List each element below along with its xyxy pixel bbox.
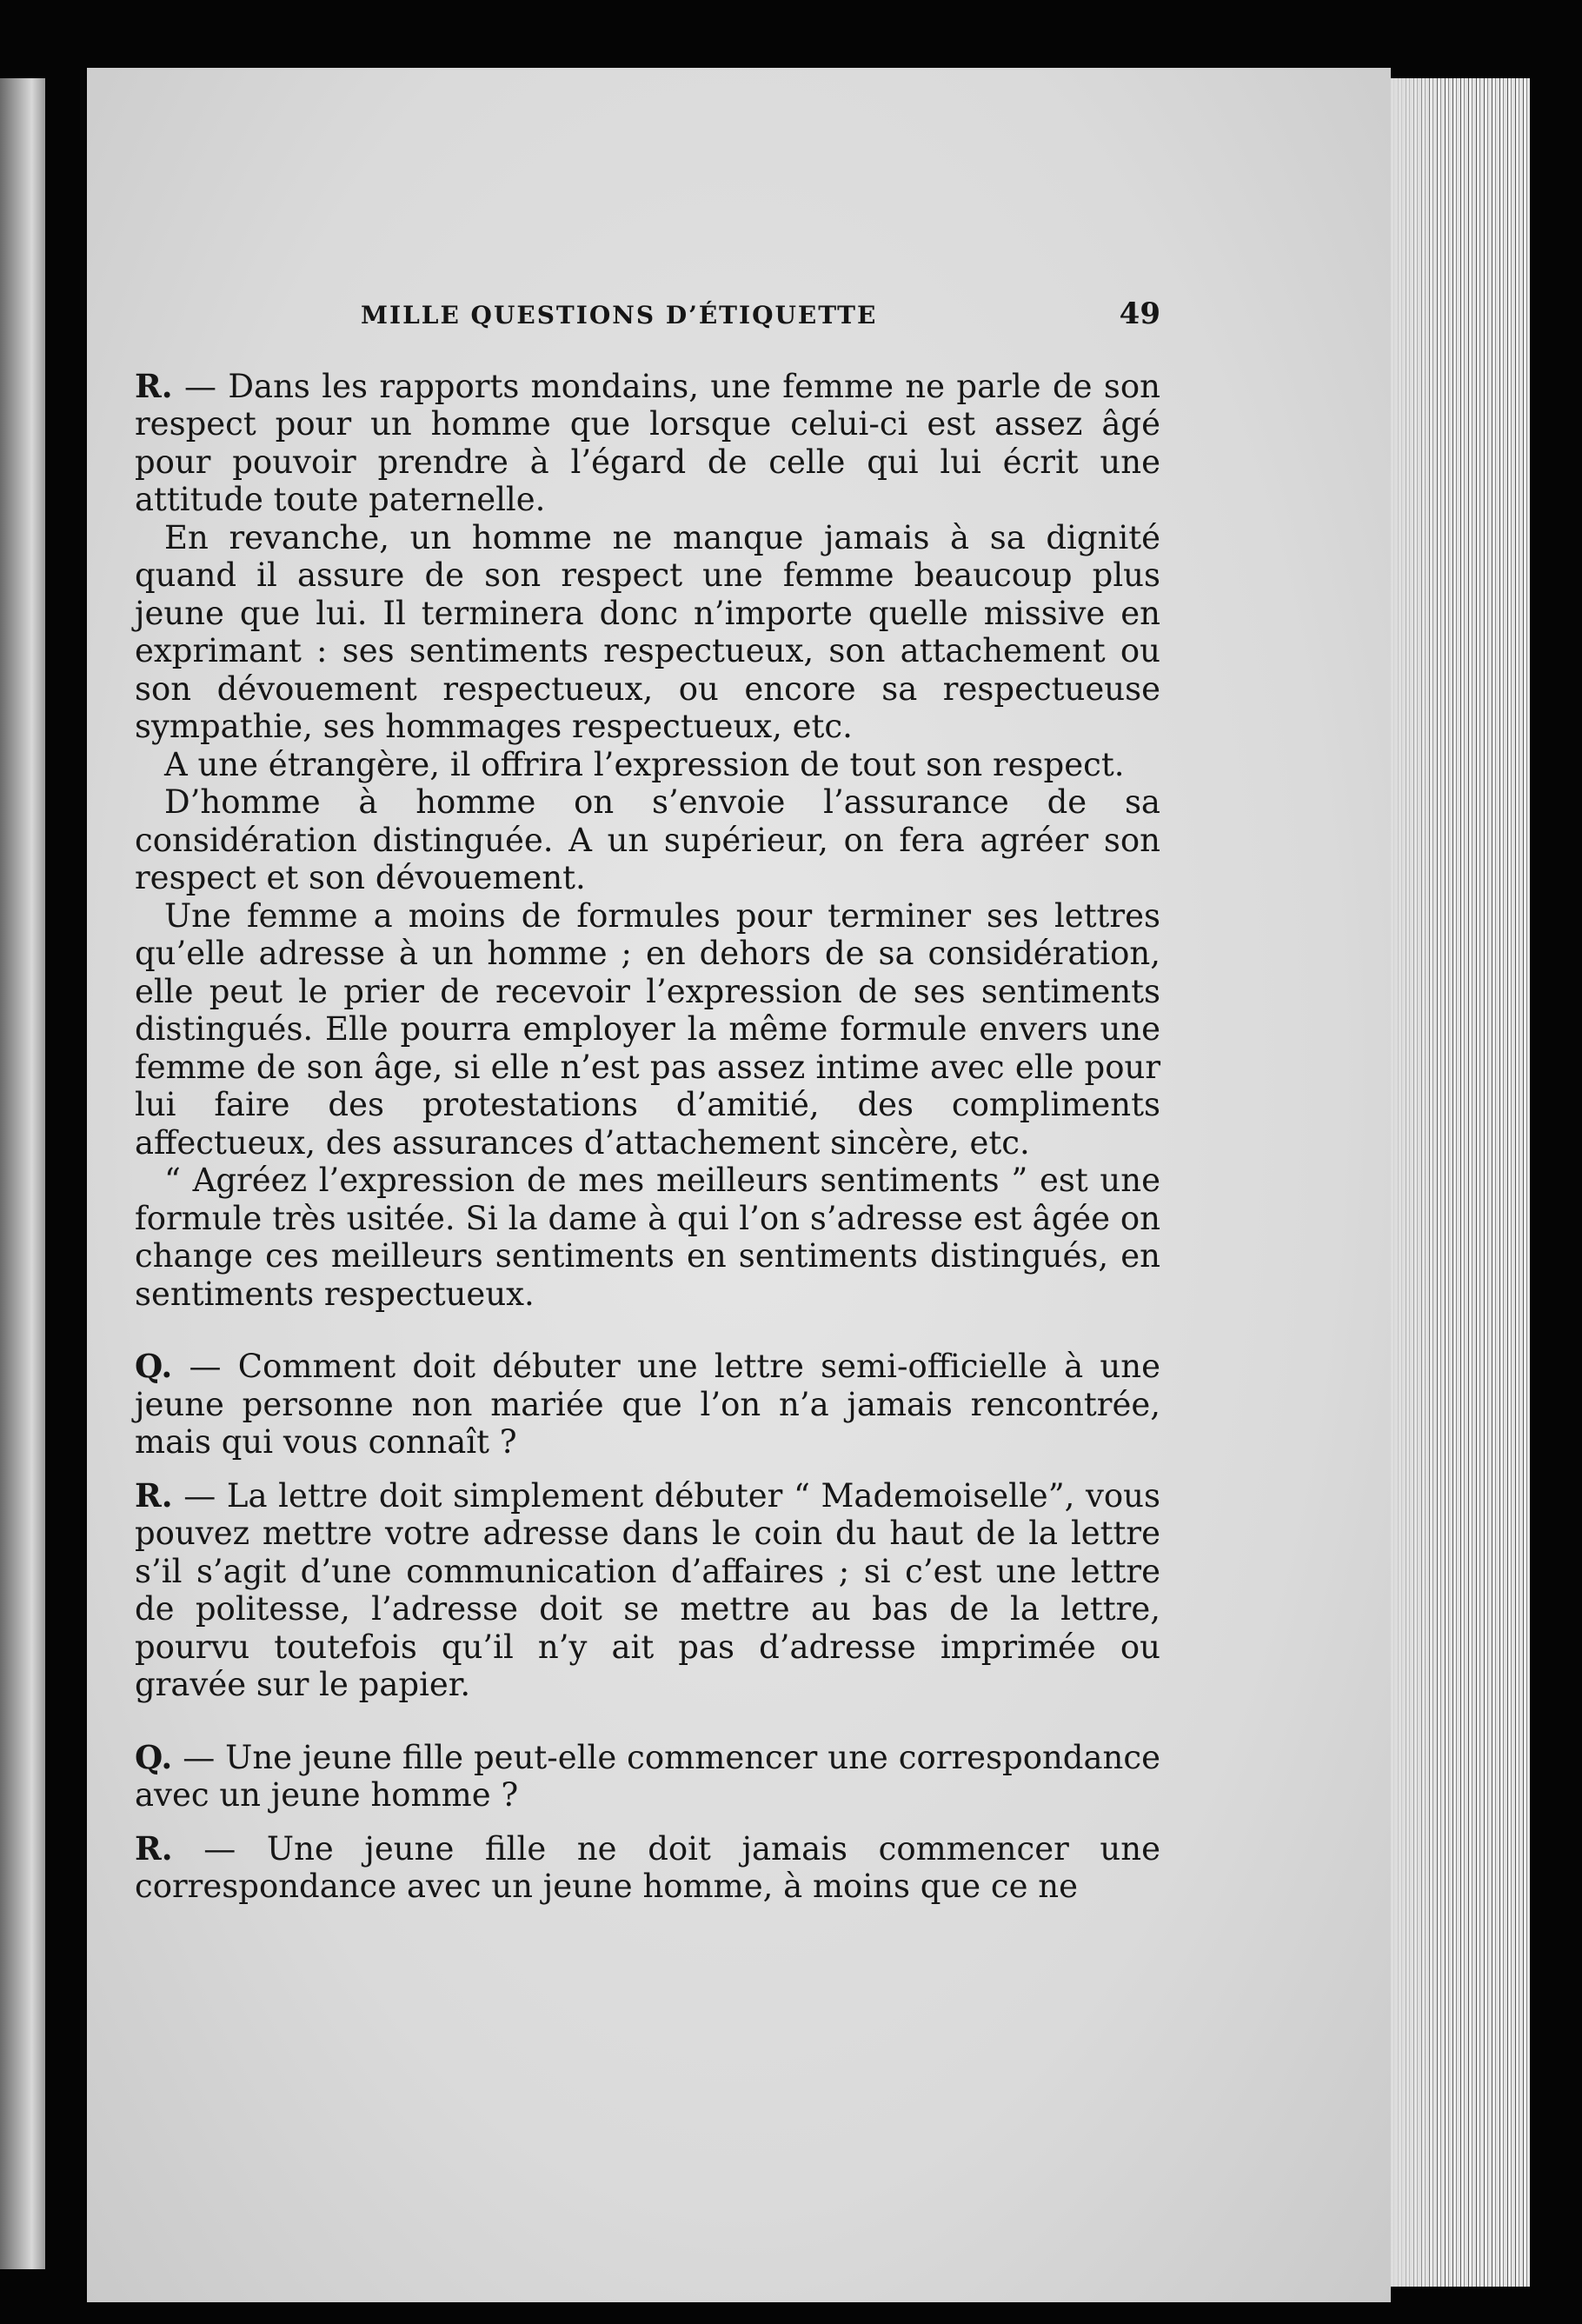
paragraph-text: — La lettre doit simplement débuter “ Mademoiselle”, vous pouvez mettre votre adresse dans le coin du haut de la lettre s’il s’agit d’une communication d’affaires ; si c’est une lettre de politesse, l’adresse doit se mettre au bas de la lettre, pourvu toutefois qu’il n’y ait pas d’adresse imprimée ou gravée sur le papier. (135, 1476, 1160, 1703)
page-fore-edge (1391, 78, 1530, 2287)
body-paragraph (135, 1162, 1160, 1313)
paragraph-text: — Une jeune fille peut-elle commencer une correspondance avec un jeune homme ? (135, 1738, 1160, 1814)
body-paragraph (135, 746, 1160, 784)
question-marker: Q. (135, 1347, 173, 1385)
body-paragraph (135, 897, 1160, 1162)
answer-marker: R. (135, 1475, 173, 1515)
answer-paragraph (135, 1477, 1160, 1704)
paragraph-text: A une étrangère, il offrira l’expression de tout son respect. (164, 745, 1125, 783)
paragraph-text: D’homme à homme on s’envoie l’assurance de sa considération distinguée. A un supérieur, on fera agréer son respect et son dévouement. (135, 783, 1160, 896)
question-paragraph (135, 1739, 1160, 1815)
paragraph-text: “ Agréez l’expression de mes meilleurs sentiments ” est une formule très usitée. Si la dame à qui l’on s’adresse est âgée on change ces meilleurs sentiments en sentiments distingués, en sentiments respectueux. (135, 1162, 1160, 1313)
page-header (361, 296, 1160, 335)
answer-marker: R. (135, 366, 173, 405)
body-paragraph (135, 783, 1160, 897)
paragraph-text: — Comment doit débuter une lettre semi-officielle à une jeune personne non mariée que l’on n’a jamais rencontrée, mais qui vous connaît ? (135, 1348, 1160, 1461)
left-page-edge (0, 78, 45, 2269)
answer-marker: R. (135, 1828, 173, 1868)
body-paragraph (135, 519, 1160, 746)
paragraph-text: — Dans les rapports mondains, une femme ne parle de son respect pour un homme que lorsque celui-ci est assez âgé pour pouvoir prendre à l’égard de celle qui lui écrit une attitude toute paternelle. (135, 367, 1160, 518)
paragraph-text: — Une jeune fille ne doit jamais commencer une correspondance avec un jeune homme, à moins que ce ne (135, 1829, 1160, 1905)
page-number: 49 (1119, 296, 1160, 331)
answer-paragraph (135, 368, 1160, 519)
running-title: MILLE QUESTIONS D’ÉTIQUETTE (361, 301, 878, 330)
paragraph-text: Une femme a moins de formules pour terminer ses lettres qu’elle adresse à un homme ; en dehors de sa considération, elle peut le prier de recevoir l’expression de ses sentiments distingués. Elle pourra employer la même formule envers une femme de son âge, si elle n’est pas assez intime avec elle pour lui faire des protestations d’amitié, des compliments affectueux, des assurances d’attachement sincère, etc. (135, 896, 1160, 1162)
paragraph-text: En revanche, un homme ne manque jamais à sa dignité quand il assure de son respect une femme beaucoup plus jeune que lui. Il terminera donc n’importe quelle missive en exprimant : ses sentiments respectueux, son attachement ou son dévouement respectueux, ou encore sa respectueuse sympathie, ses hommages respectueux, etc. (135, 518, 1160, 745)
question-paragraph (135, 1348, 1160, 1462)
answer-paragraph (135, 1830, 1160, 1906)
text-block (135, 296, 1160, 1906)
question-marker: Q. (135, 1737, 173, 1776)
